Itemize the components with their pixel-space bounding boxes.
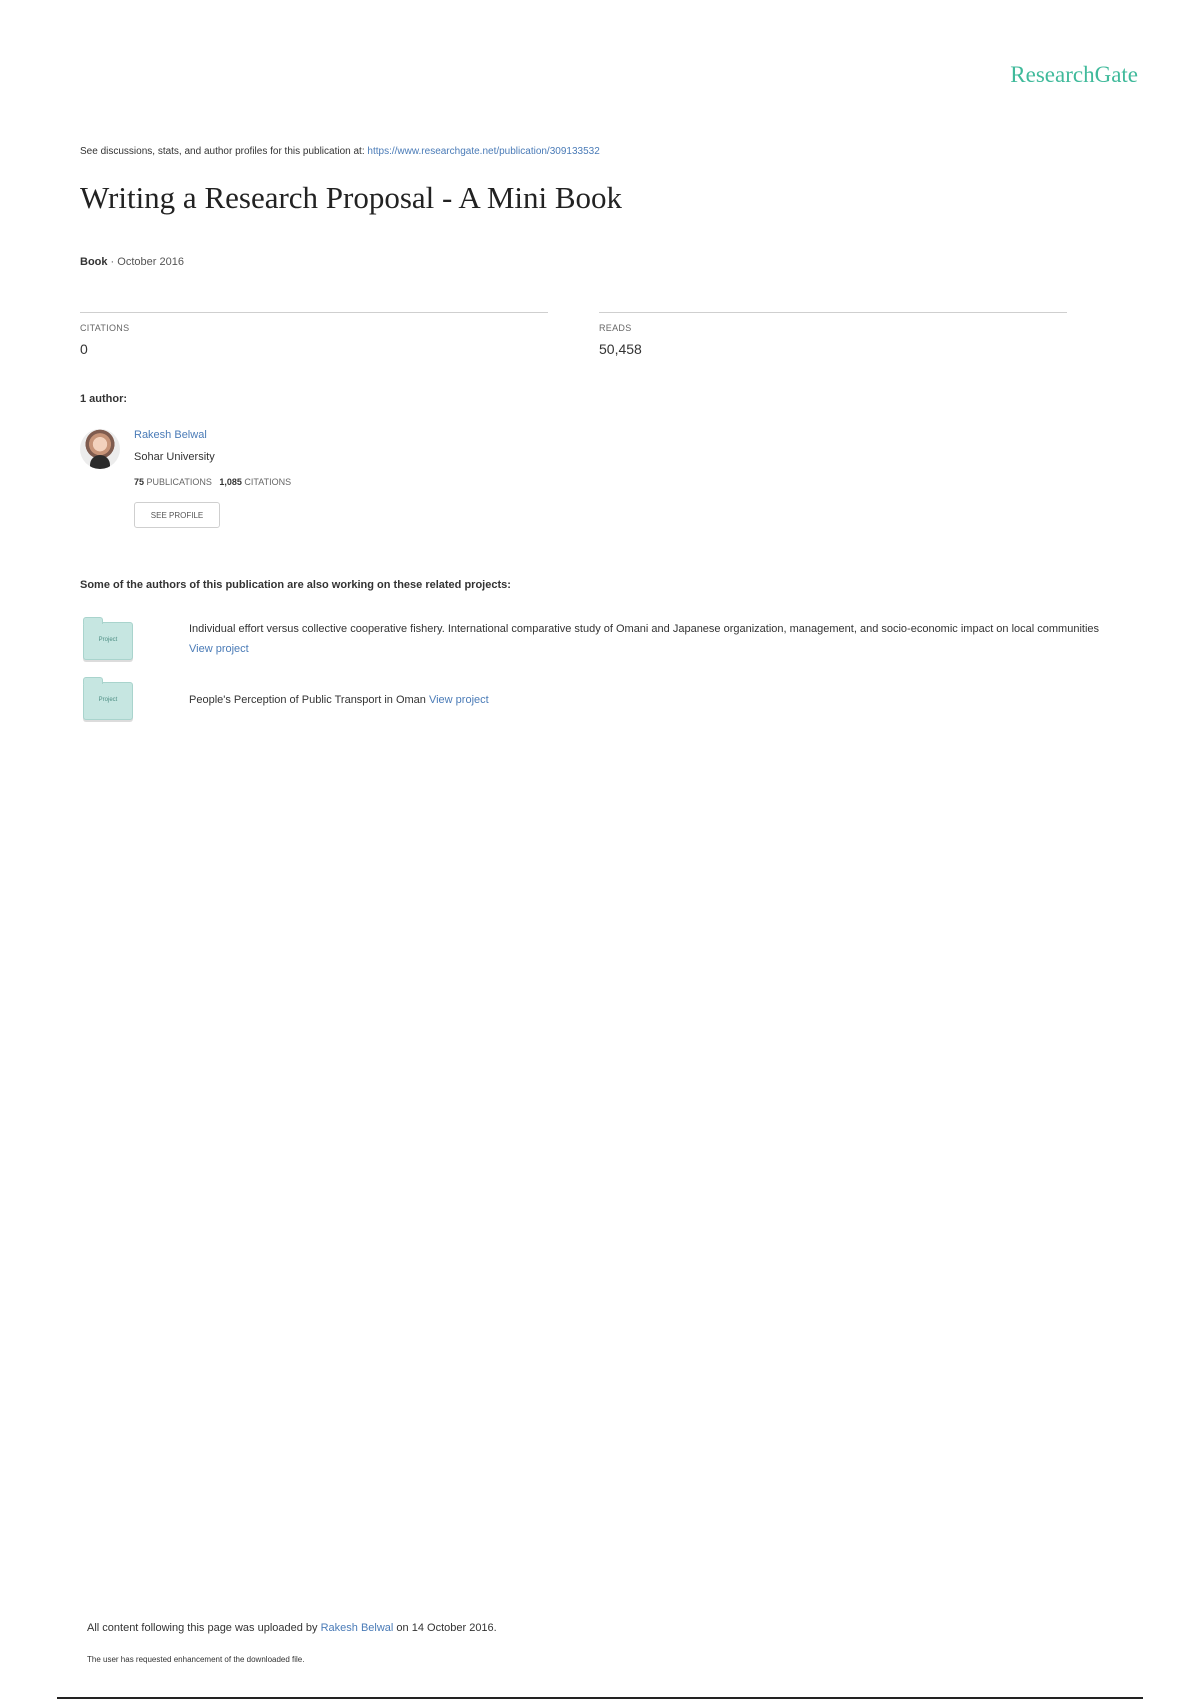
publication-type-date [80, 256, 184, 268]
project-folder-icon[interactable] [83, 682, 133, 720]
upload-suffix: on 14 October 2016. [393, 1622, 497, 1634]
publication-title: Writing a Research Proposal - A Mini Book [80, 180, 623, 215]
upload-info [87, 1622, 497, 1634]
view-project-link[interactable]: View project [189, 643, 249, 655]
authors-heading: 1 author: [80, 393, 128, 405]
project-item [189, 690, 1121, 710]
page-bottom-rule [57, 1697, 1143, 1699]
project-icon-label: Project [98, 637, 118, 643]
upload-prefix: All content following this page was uploaded by [87, 1622, 321, 1634]
publication-url-link[interactable]: https://www.researchgate.net/publication/309133532 [367, 146, 600, 157]
project-icon-label: Project [98, 697, 118, 703]
uploader-link[interactable]: Rakesh Belwal [320, 1622, 394, 1634]
citations-label: CITATIONS [80, 323, 130, 333]
citations-stat [80, 312, 548, 357]
publication-type: Book [80, 256, 108, 268]
see-discussions-line [80, 146, 600, 157]
project-folder-icon[interactable] [83, 622, 133, 660]
project-title: People's Perception of Public Transport in Oman [189, 694, 426, 706]
see-profile-button[interactable]: SEE PROFILE [134, 502, 220, 528]
reads-label: READS [599, 323, 632, 333]
project-title: Individual effort versus collective cooperative fishery. International comparative study of Omani and Japanese organization, management, and socio-economic impact on local communities [189, 623, 1100, 635]
author-avatar[interactable] [80, 429, 120, 469]
see-discussions-text: See discussions, stats, and author profiles for this publication at: [80, 146, 368, 157]
author-publications-count: 75 [134, 477, 145, 487]
author-stats [134, 477, 291, 487]
citations-value: 0 [80, 341, 88, 357]
reads-value: 50,458 [599, 341, 642, 357]
author-citations-label: CITATIONS [241, 477, 292, 487]
project-item [189, 619, 1121, 659]
author-citations-count: 1,085 [219, 477, 242, 487]
reads-stat [599, 312, 1067, 357]
related-projects-heading: Some of the authors of this publication are also working on these related projects: [80, 579, 511, 591]
author-institution: Sohar University [134, 451, 215, 463]
author-name-link[interactable]: Rakesh Belwal [134, 429, 207, 441]
publication-date: · October 2016 [107, 256, 184, 268]
enhancement-note: The user has requested enhancement of the downloaded file. [87, 1655, 305, 1664]
view-project-link[interactable]: View project [428, 694, 489, 706]
researchgate-logo[interactable]: ResearchGate [1010, 62, 1138, 87]
author-publications-label: PUBLICATIONS [144, 477, 212, 487]
